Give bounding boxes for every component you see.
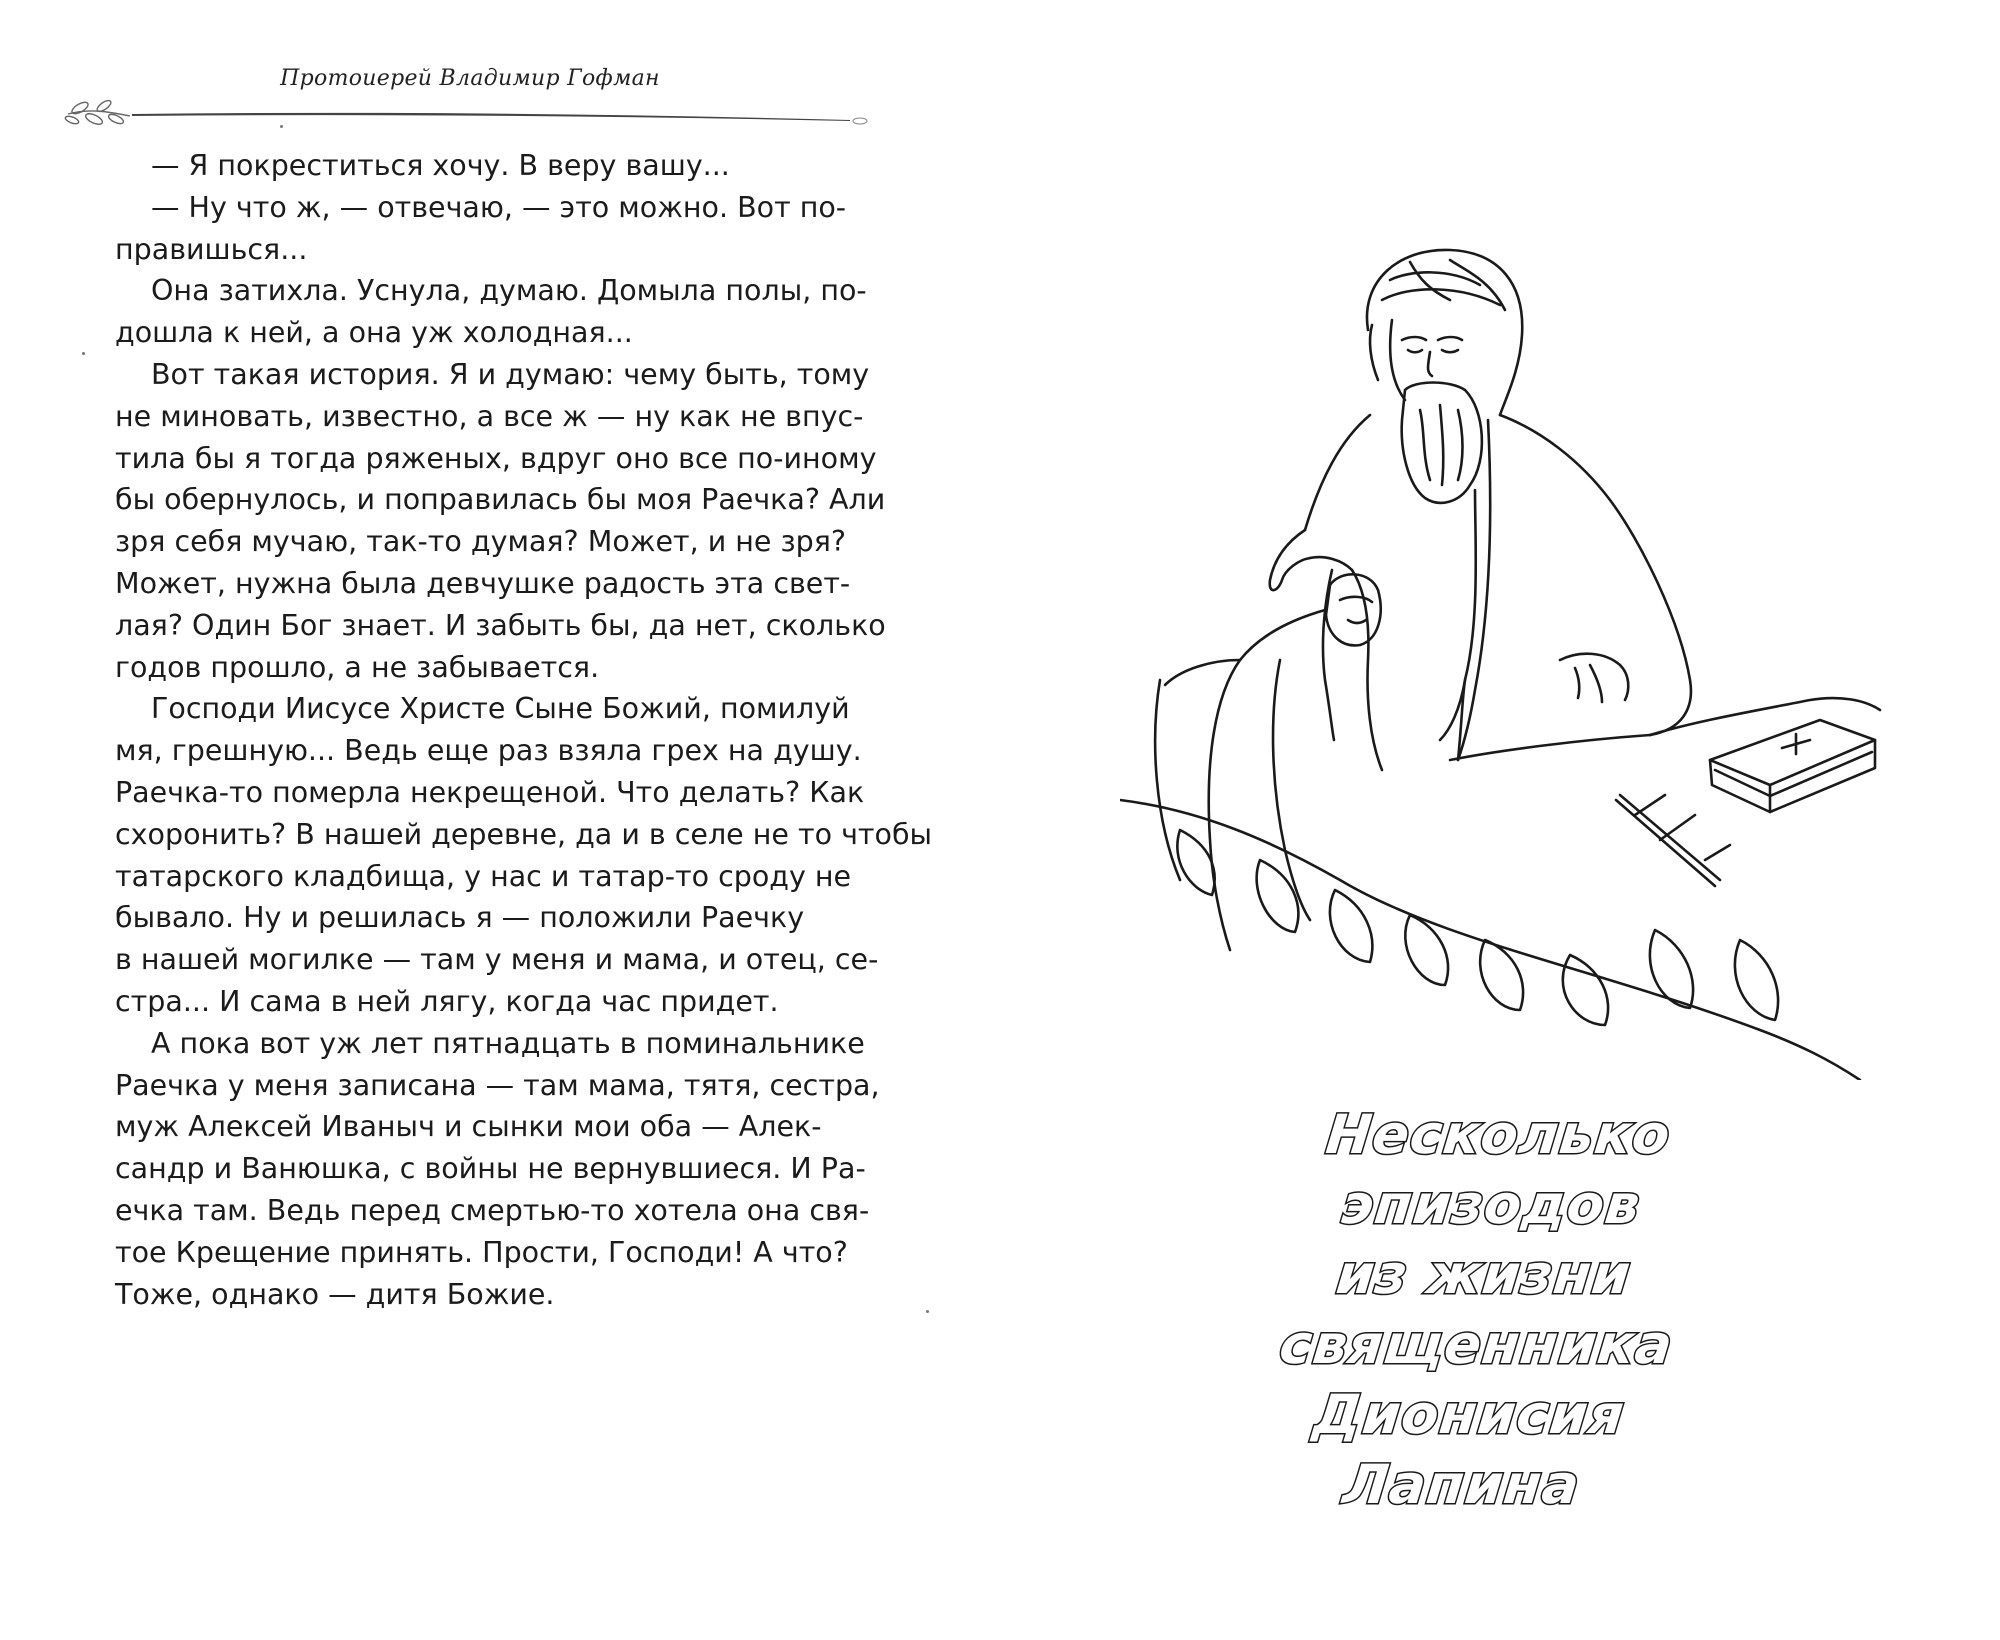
text-line: Может, нужна была девчушке радость эта свет- <box>115 566 851 600</box>
text-line: бы обернулось, и поправилась бы моя Раечка? Али <box>115 483 886 517</box>
text-line: тила бы я тогда ряженых, вдруг оно все по-иному <box>115 441 877 475</box>
text-line: — Ну что ж, — отвечаю, — это можно. Вот по- <box>151 190 847 224</box>
running-head-ornament <box>60 86 880 126</box>
text-line: стра... И сама в ней лягу, когда час придет. <box>115 984 779 1018</box>
scan-speck <box>280 125 283 128</box>
section-title-line: Дионисия Лапина <box>1310 1383 1628 1516</box>
text-line: зря себя мучаю, так-то думая? Может, и не зря? <box>115 525 847 559</box>
text-line: Господи Иисусе Христе Сыне Божий, помилуй <box>151 692 850 726</box>
section-title-line: Несколько эпизодов <box>1323 1103 1674 1236</box>
text-line: Раечка у меня записана — там мама, тятя, сестра, <box>115 1068 880 1102</box>
text-line: Тоже, однако — дитя Божие. <box>115 1277 555 1311</box>
right-page <box>940 0 2000 1640</box>
section-title <box>1178 1100 1782 1520</box>
text-line: тое Крещение принять. Прости, Господи! А что? <box>115 1235 848 1269</box>
text-line: в нашей могилке — там у меня и мама, и отец, се- <box>115 943 879 977</box>
text-line: не миновать, известно, а все ж — ну как не впус- <box>115 399 864 433</box>
text-line: А пока вот уж лет пятнадцать в поминальнике <box>151 1026 865 1060</box>
text-line: ечка там. Ведь перед смертью-то хотела она свя- <box>115 1193 870 1227</box>
text-line: Она затихла. Уснула, думаю. Домыла полы, по- <box>151 274 867 308</box>
body-text <box>115 145 933 1315</box>
text-line: татарского кладбища, у нас и татар-то сроду не <box>115 859 852 893</box>
text-line: годов прошло, а не забывается. <box>115 650 600 684</box>
scan-speck <box>926 1310 929 1313</box>
running-head-author: Протоиерей Владимир Гофман <box>280 66 660 91</box>
text-line: схоронить? В нашей деревне, да и в селе не то чтобы <box>115 817 933 851</box>
text-line: Вот такая история. Я и думаю: чему быть, тому <box>151 357 870 391</box>
text-line: бывало. Ну и решилась я — положили Раечку <box>115 901 805 935</box>
text-line: сандр и Ванюшка, с войны не вернувшиеся. И Ра- <box>115 1152 866 1186</box>
text-line: правишься... <box>115 232 308 266</box>
text-line: дошла к ней, а она уж холодная... <box>115 316 633 350</box>
text-line: мя, грешную... Ведь еще раз взяла грех на душу. <box>115 734 862 768</box>
text-line: — Я покреститься хочу. В веру вашу... <box>151 149 730 182</box>
scan-speck <box>82 352 85 355</box>
running-head <box>60 62 880 122</box>
text-line: Раечка-то померла некрещеной. Что делать? Как <box>115 775 865 809</box>
priest-illustration <box>1120 240 1900 1080</box>
left-page <box>0 0 940 1640</box>
text-line: муж Алексей Иваныч и сынки мои оба — Алек- <box>115 1110 822 1144</box>
section-title-line: из жизни священника <box>1276 1243 1677 1376</box>
text-line: лая? Один Бог знает. И забыть бы, да нет, сколько <box>115 608 886 642</box>
